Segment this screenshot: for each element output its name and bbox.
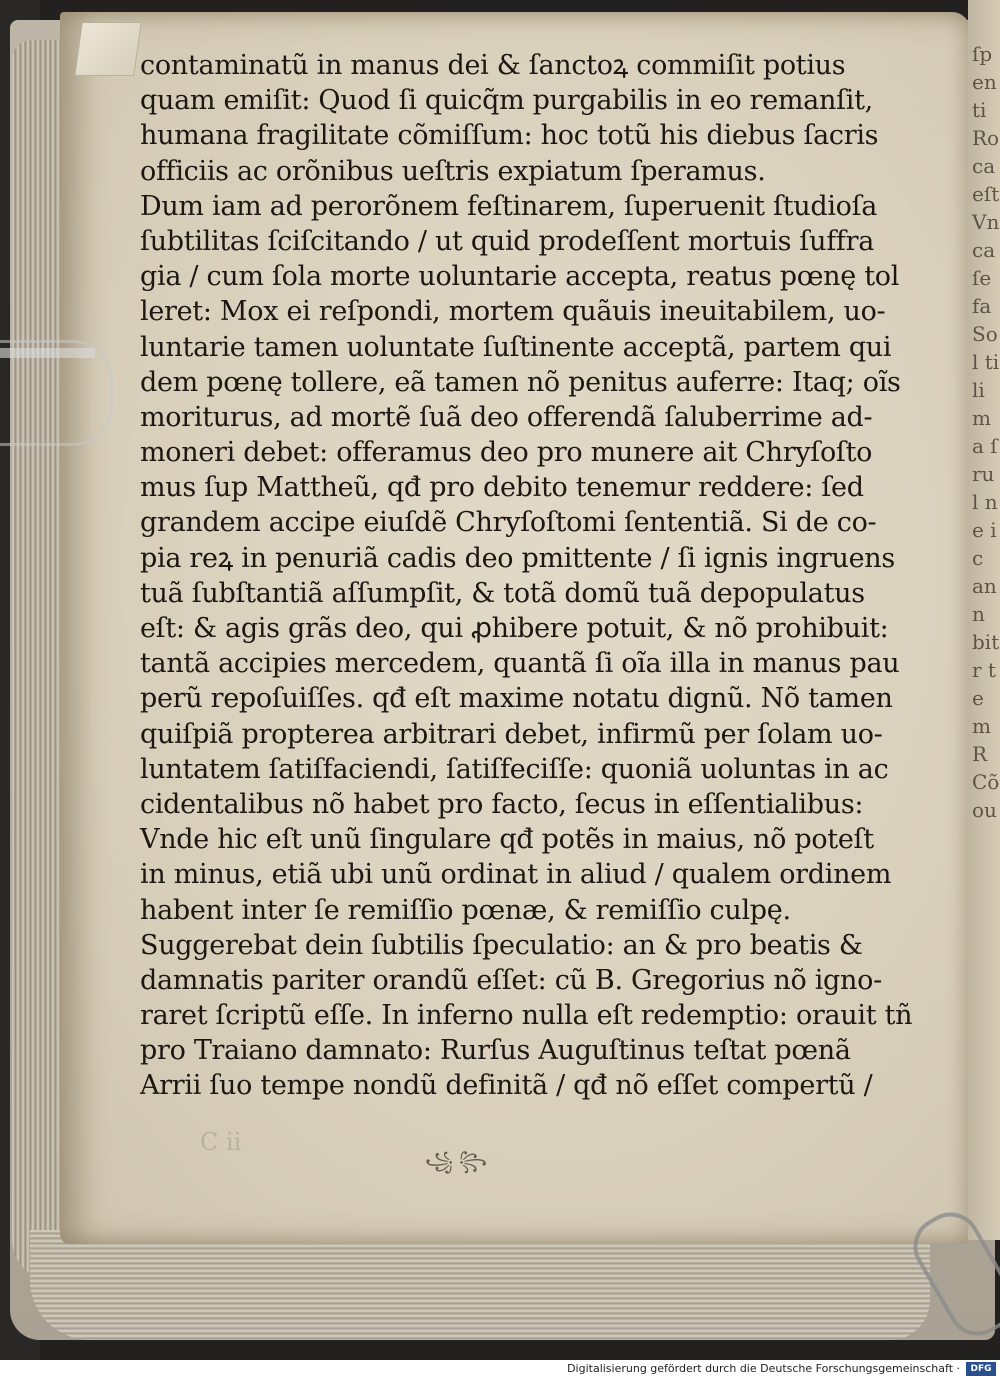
footer-bar [0,1360,1000,1379]
text-line: ſubtilitas ſciſcitando / ut quid prodeſſent mortuis ſuffra [140,225,874,257]
footer-credit: Digitalisierung gefördert durch die Deutsche Forschungsgemeinschaft · [567,1362,960,1375]
text-line: damnatis pariter orandũ eſſet: cũ B. Gregorius nõ igno- [140,964,882,996]
text-line: in minus, etiã ubi unũ ordinat in aliud / qualem ordinem [140,859,892,891]
text-line: tantã accipies mercedem, quantã ſi oĩa illa in manus pau [140,648,900,680]
text-line: humana fragilitate cõmiſſum: hoc totũ his diebus ſacris [140,120,879,152]
page-text [140,48,913,1104]
text-line: luntarie tamen uoluntate ſuſtinente acceptã, partem qui [140,331,892,363]
text-line: perũ repoſuiſſes. qđ eſt maxime notatu dignũ. Nõ tamen [140,683,893,715]
dfg-logo: DFG [966,1362,996,1376]
folded-page-corner [74,22,142,76]
text-line: luntatem ſatiſfaciendi, ſatiſfeciſſe: quoniã uoluntas in ac [140,753,889,785]
text-line: cidentalibus nõ habet pro facto, ſecus in eſſentialibus: [140,788,864,820]
text-line: Arrii ſuo tempe nondũ definitã / qđ nõ eſſet compertũ / [140,1070,873,1102]
text-line: pro Traiano damnato: Rurſus Auguſtinus teſtat pœnã [140,1035,851,1067]
text-line: eſt: & agis grãs deo, qui ꝓhibere potuit, & nõ prohibuit: [140,613,889,644]
text-line: grandem accipe eiuſdẽ Chryſoſtomi ſententiã. Si de co- [140,507,877,539]
text-line: leret: Mox ei reſpondi, mortem quãuis ineuitabilem, uo- [140,296,886,328]
facing-page-edge [968,0,1000,1240]
text-line: gia / cum ſola morte uoluntarie accepta, reatus pœnę tol [140,261,900,293]
text-line: moneri debet: offeramus deo pro munere ait Chryſoſto [140,437,873,469]
text-line: habent inter ſe remiſſio pœnæ, & remiſſio culpę. [140,894,791,926]
text-line: tuã ſubſtantiã aſſumpſit, & totã domũ tuã depopulatus [140,577,865,609]
page-edges-bottom [30,1230,930,1340]
text-line: mus ſup Mattheũ, qđ pro debito tenemur reddere: ſed [140,472,864,504]
text-line: Vnde hic eſt unũ ſingulare qđ potẽs in maius, nõ poteſt [140,824,874,856]
text-line: moriturus, ad mortẽ ſuã deo offerendã ſaluberrime ad- [140,401,873,433]
text-line: Suggerebat dein ſubtilis ſpeculatio: an & pro beatis & [140,929,863,961]
text-line: Dum iam ad perorõnem feſtinarem, ſuperuenit ſtudioſa [140,190,878,222]
text-line: officiis ac orõnibus ueſtris expiatum ſperamus. [140,155,766,187]
text-line: quam emiſit: Quod ſi quicq̃m purgabilis in eo remanſit, [140,85,873,117]
ornament-icon: ꧁ ꧂ [425,1151,487,1172]
holding-clip [0,340,113,446]
text-line: dem pœnę tollere, eã tamen nõ penitus auferre: Itaq; oĩs [140,366,901,398]
text-line: raret ſcriptũ eſſe. In inferno nulla eſt redemptio: orauit tñ [140,1000,913,1032]
signature-mark: C ii [200,1128,242,1156]
text-line: contaminatũ in manus dei & ſanctoꝝ commiſit potius [140,50,846,81]
facing-page-text: ſpenti Ro ca eſt Vn ca ſe fa Sol tili ma ſrul ne ic ann bitr tem R Cõ ou [972,42,1000,822]
text-line: pia reꝝ in penuriã cadis deo pmittente / ſi ignis ingruens [140,542,895,574]
text-line: quiſpiã propterea arbitrari debet, infirmũ per ſolam uo- [140,718,883,750]
